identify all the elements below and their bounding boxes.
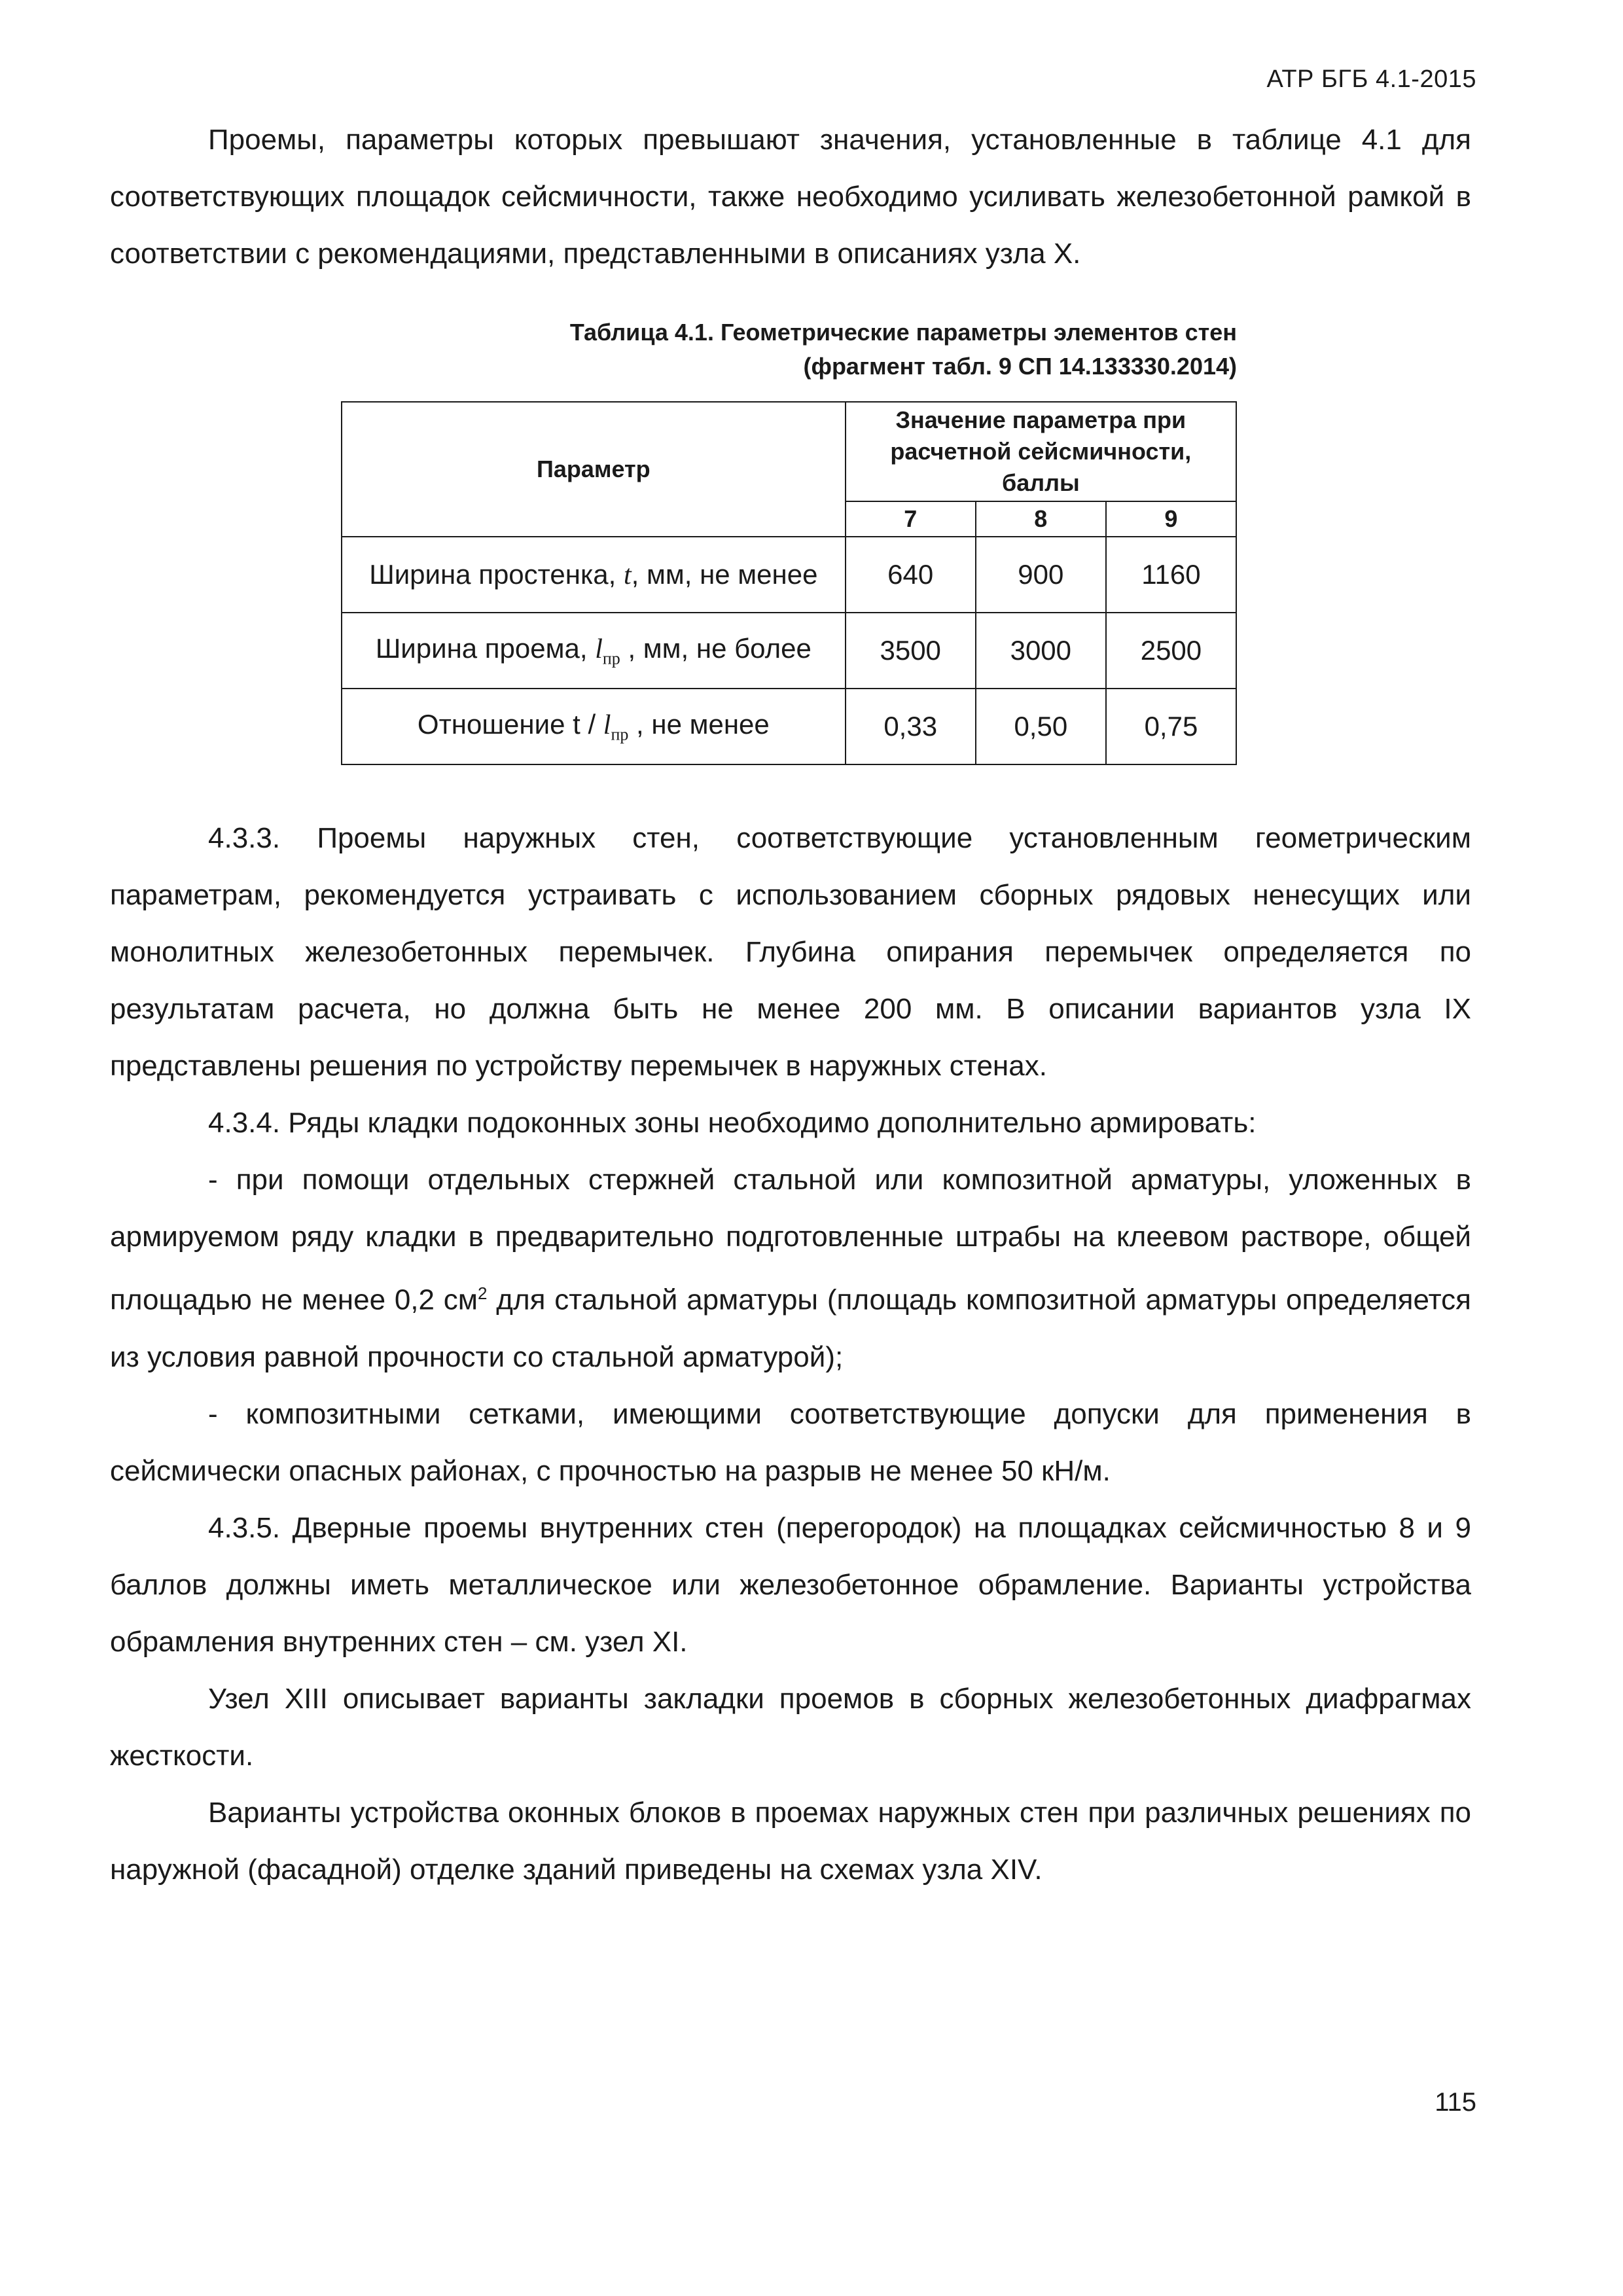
row-label <box>342 613 846 689</box>
page-number: 115 <box>1435 2088 1476 2117</box>
bullet-text: для стальной арматуры (площадь композитной арматуры определяется из условия равной прочности со стальной арматурой); <box>110 1283 1471 1373</box>
table-cell: 900 <box>976 537 1106 613</box>
paragraph-4-3-3: 4.3.3. Проемы наружных стен, соответствующие установленным геометрическим параметрам, рекомендуется устраивать с использованием сборных рядовых ненесущих или монолитных железобетонных перемычек. Глубина опирания перемычек определяется по результатам расчета, но должна быть не менее 200 мм. В описании вариантов узла IX представлены решения по устройству перемычек в наружных стенах. <box>110 822 1471 1082</box>
table-cell: 640 <box>846 537 976 613</box>
table-cell: 0,33 <box>846 689 976 764</box>
label-prefix: Ширина проема, <box>375 632 596 664</box>
paragraph-node-xiv: Варианты устройства оконных блоков в проемах наружных стен при различных решениях по наружной (фасадной) отделке зданий приведены на схемах узла XIV. <box>110 1796 1471 1886</box>
symbol: l <box>595 634 603 664</box>
table-header-row <box>342 402 1236 501</box>
table-caption-source: (фрагмент табл. 9 СП 14.133330.2014) <box>803 353 1237 380</box>
table-row <box>342 613 1236 689</box>
row-label <box>342 537 846 613</box>
table-cell: 0,50 <box>976 689 1106 764</box>
table-caption-title: Таблица 4.1. Геометрические параметры элементов стен <box>569 319 1237 346</box>
intro-paragraph: Проемы, параметры которых превышают значения, установленные в таблице 4.1 для соответствующих площадок сейсмичности, также необходимо усиливать железобетонной рамкой в соответствии с рекомендациями, представленными в описаниях узла X. <box>110 124 1471 270</box>
intro-section <box>110 111 1471 282</box>
table-caption <box>570 315 1237 384</box>
table-cell: 1160 <box>1106 537 1236 613</box>
table-cell: 3500 <box>846 613 976 689</box>
label-suffix: , мм, не более <box>620 632 812 664</box>
table-row <box>342 689 1236 764</box>
label-suffix: , мм, не менее <box>631 558 818 590</box>
paragraph-node-xiii: Узел XIII описывает варианты закладки проемов в сборных железобетонных диафрагмах жесткости. <box>110 1682 1471 1772</box>
bullet-composite-meshes: - композитными сетками, имеющими соответствующие допуски для применения в сейсмически опасных районах, с прочностью на разрыв не менее 50 кН/м. <box>110 1397 1471 1487</box>
bullet-text: - при помощи отдельных стержней стальной или композитной арматуры, уложенных в армируемом ряду кладки в предварительно подготовленные штрабы на клеевом растворе, общей площадью не менее 0,2 см <box>110 1164 1471 1316</box>
symbol: t <box>623 560 632 590</box>
param-column-header: Параметр <box>342 402 846 537</box>
paragraph-4-3-5: 4.3.5. Дверные проемы внутренних стен (перегородок) на площадках сейсмичностью 8 и 9 баллов должны иметь металлическое или железобетонное обрамление. Варианты устройства обрамления внутренних стен – см. узел XI. <box>110 1511 1471 1658</box>
symbol-subscript: пр <box>611 725 629 744</box>
value-column-header: Значение параметра при расчетной сейсмичности, баллы <box>846 402 1236 501</box>
parameters-table <box>341 401 1237 765</box>
table-row <box>342 537 1236 613</box>
label-prefix: Отношение t / <box>417 708 603 740</box>
seismicity-8-header: 8 <box>976 501 1106 537</box>
symbol: l <box>603 709 611 740</box>
row-label <box>342 689 846 764</box>
symbol-subscript: пр <box>602 649 620 668</box>
document-code: АТР БГБ 4.1-2015 <box>1266 65 1476 93</box>
seismicity-7-header: 7 <box>846 501 976 537</box>
label-suffix: , не менее <box>628 708 770 740</box>
body-section <box>110 810 1471 1898</box>
paragraph-4-3-4: 4.3.4. Ряды кладки подоконных зоны необходимо дополнительно армировать: <box>208 1107 1257 1139</box>
table-cell: 2500 <box>1106 613 1236 689</box>
label-prefix: Ширина простенка, <box>369 558 624 590</box>
area-unit-superscript: 2 <box>478 1283 488 1303</box>
table-cell: 0,75 <box>1106 689 1236 764</box>
seismicity-9-header: 9 <box>1106 501 1236 537</box>
table-cell: 3000 <box>976 613 1106 689</box>
bullet-reinforcement-bars <box>110 1151 1471 1386</box>
